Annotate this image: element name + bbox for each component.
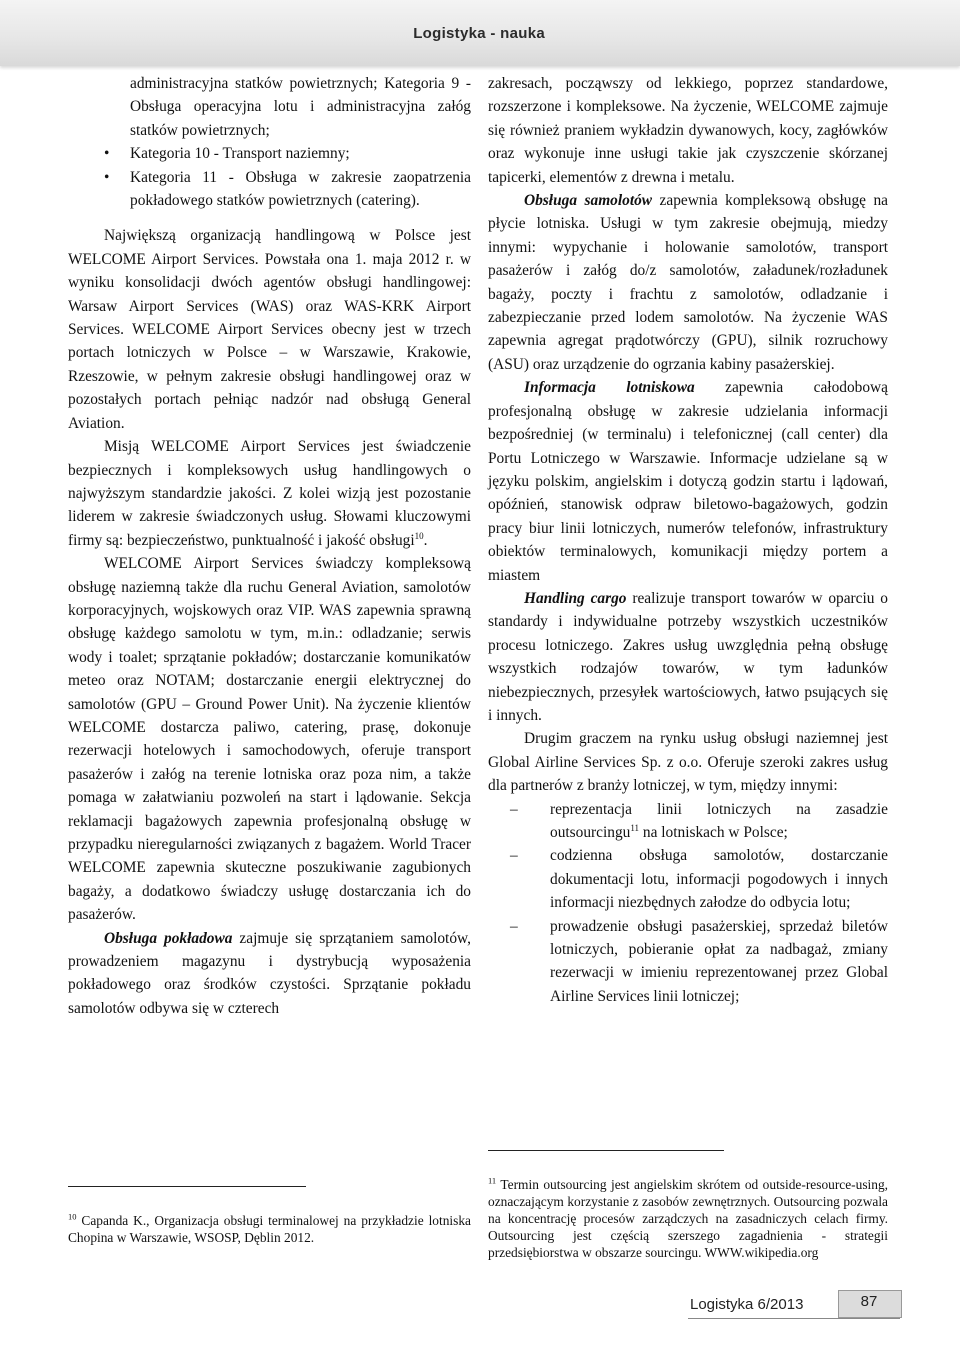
footnote-rule-left (68, 1186, 306, 1187)
paragraph-welcome-intro: Największą organizacją handlingową w Polsce jest WELCOME Airport Services. Powstała ona 1. maja 2012 r. w wyniku konsolidacji dwóch agentów obsługi handlingowej: Warsaw Airport Services (WAS) oraz WAS-KRK Airport Services. WELCOME Airport Services obecny jest w trzech portach lotniczych w Polsce – w Warszawie, Krakowie, Rzeszowie, w pełnym zakresie obsługi handlingowej oraz w pozostałych portach pełniąc nadzór nad obsługą General Aviation. (68, 227, 471, 432)
bullet-continuation: administracyjna statków powietrznych; Kategoria 9 - Obsługa operacyjna lotu i administracyjna załóg statków powietrznych; (130, 75, 471, 139)
paragraph-aircraft-handling: Obsługa samolotów zapewnia kompleksową obsługę na płycie lotniska. Usługi w tym zakresie obejmują, miedzy innymi: wypychanie i holowanie samolotów, transport pasażerów i załóg do/z samolotów, załadunek/rozładunek bagaży, poczty i frachtu z samolotów, odladzanie i zabezpieczanie przed lodem samolotów. Na życzenie WAS zapewnia agregat prądotwórczy (GPU), silnik rozruchowy (ASU) oraz urządzenie do ogrzania kabiny pasażerskiej. (488, 192, 888, 373)
journal-section-title: Logistyka - nauka (413, 25, 545, 42)
footnote-10: $^{10}$ Capanda K., Organizacja obsługi terminalowej na przykładzie lotniska Chopina w Warszawie, WSOSP, Dęblin 2012. (68, 1211, 471, 1245)
paragraph-mission: Misją WELCOME Airport Services jest świadczenie bezpiecznych i kompleksowych usług handlingowych o najwyższym standardzie jakości. Z kolei wizją jest pozostanie liderem w zakresie świadczonych usług. Słowami kluczowymi firmy są: bezpieczeństwo, punktualność i jakość obsługi$^{10}$. (68, 438, 471, 549)
services-dash-list (488, 798, 888, 1009)
footnote-11: $^{11}$ Termin outsourcing jest angielskim skrótem od outside-resource-using, oznaczającym korzystanie z zasobów zewnętrznych. Outsourcing pozwala na koncentrację procesów zarządczych na zasadniczych celach firmy. Outsourcing jest częścią szerszego zagadnienia - strategii przedsiębiorstwa w obszarze sourcingu. WWW.wikipedia.org (488, 1175, 889, 1260)
paragraph-services: WELCOME Airport Services świadczy kompleksową obsługę naziemną także dla ruchu General Aviation, samolotów korporacyjnych, wojskowych oraz VIP. WAS zapewnia sprawną obsługę każdego samolotu w tym, m.in.: odladzanie; serwis wody i toalet; sprzątanie pokładów; dostarczanie komunikatów meteo oraz NOTAM; dostarczanie energii elektrycznej do samolotów (GPU – Ground Power Unit). Na życzenie klientów WELCOME dostarcza paliwo, catering, prasę, dokonuje rezerwacji hotelowych i samochodowych, oferuje transport pasażerów i załóg na terenie lotniska oraz poza nim, a także pomaga w załatwianiu pozwoleń na start i lądowanie. Sekcja reklamacji bagażowych zapewnia profesjonalną obsługę w przypadku nieregularności związanych z bagażem. World Tracer WELCOME zapewnia skuteczne poszukiwanie zagubionych bagaży, a dodatkowo świadczy usługę dostarczania ich do pasażerów. (68, 555, 471, 924)
paragraph-global-airline: Drugim graczem na rynku usług obsługi naziemnej jest Global Airline Services Sp. z o.o. Oferuje szeroki zakres usług dla partnerów z branży lotniczej, w tym, między innymi: (488, 730, 888, 795)
onboard-heading: Obsługa pokładowa (104, 929, 233, 947)
paragraph-onboard: Obsługa pokładowa zajmuje się sprzątaniem samolotów, prowadzeniem magazynu i dystrybucją wyposażenia pokładowego oraz środków czystości. Sprzątanie pokładu samolotów odbywa się w czterech (68, 929, 471, 1017)
list-item: • Kategoria 11 - Obsługa w zakresie zaopatrzenia pokładowego statków powietrznych (catering). (68, 166, 471, 213)
dash-icon: – (510, 917, 518, 935)
list-item: – reprezentacja linii lotniczych na zasadzie outsourcingu$^{11}$ na lotniskach w Polsce; (488, 798, 888, 845)
paragraph-airport-info: Informacja lotniskowa zapewnia całodobową profesjonalną obsługę w zakresie udzielania informacji bezpośredniej (w terminalu) i telefonicznej (call center) dla Portu Lotniczego w Warszawie. Informacje udzielane są w języku polskim, angielskim i dotyczą godzin startu i lądowań, opóźnień, stanowisk odpraw biletowo-bagażowych, godzin pracy biur linii lotniczych, numerów telefonów, infrastruktury obiektów terminalowych, komunikacji między portem a miastem (488, 379, 888, 584)
paragraph-cleaning-continued: zakresach, począwszy od lekkiego, poprzez standardowe, rozszerzone i kompleksowe. Na życzenie, WELCOME zajmuje się również praniem wykładzin dywanowych, kocy, zagłówków oraz wykonuje inne usługi takie jak czyszczenie skórzanej tapicerki, elementów z drewna i metalu. (488, 75, 888, 186)
aircraft-handling-heading: Obsługa samolotów (524, 192, 653, 210)
cargo-heading: Handling cargo (524, 589, 627, 607)
footer-rule (688, 1318, 900, 1319)
footnote-ref-11: 11 (630, 822, 640, 833)
dash-icon: – (510, 800, 518, 818)
page-number: 87 (860, 1293, 878, 1310)
list-item: • Kategoria 10 - Transport naziemny; (68, 142, 471, 165)
journal-issue-label: Logistyka 6/2013 (690, 1296, 804, 1313)
list-item: – prowadzenie obsługi pasażerskiej, sprzedaż biletów lotniczych, pobieranie opłat za nadbagaż, zmiany rezerwacji w imieniu reprezentowanej przez Global Airline Services linii lotniczej; (488, 915, 888, 1009)
bullet-icon: • (104, 145, 110, 163)
category-bullet-list (68, 142, 471, 212)
header-bar (0, 0, 960, 66)
right-column (488, 72, 888, 1008)
bullet-icon: • (104, 168, 110, 186)
footnote-ref-10: 10 (414, 530, 424, 541)
list-item: – codzienna obsługa samolotów, dostarczanie dokumentacji lotu, informacji pogodowych i innych informacji niezbędnych załodze do odbycia lotu; (488, 844, 888, 914)
footnote-rule-right (488, 1150, 724, 1151)
dash-icon: – (510, 847, 518, 865)
paragraph-cargo: Handling cargo realizuje transport towarów w oparciu o standardy i indywidualne potrzeby wszystkich uczestników procesu lotniczego. Zakres usług uwzględnia pełną obsługę wszystkich rodzajów towarów, w tym ładunków niebezpiecznych, przesyłek wartościowych, łatwo psujących się i innych. (488, 589, 888, 724)
airport-info-heading: Informacja lotniskowa (524, 379, 695, 397)
left-column (68, 72, 471, 1020)
